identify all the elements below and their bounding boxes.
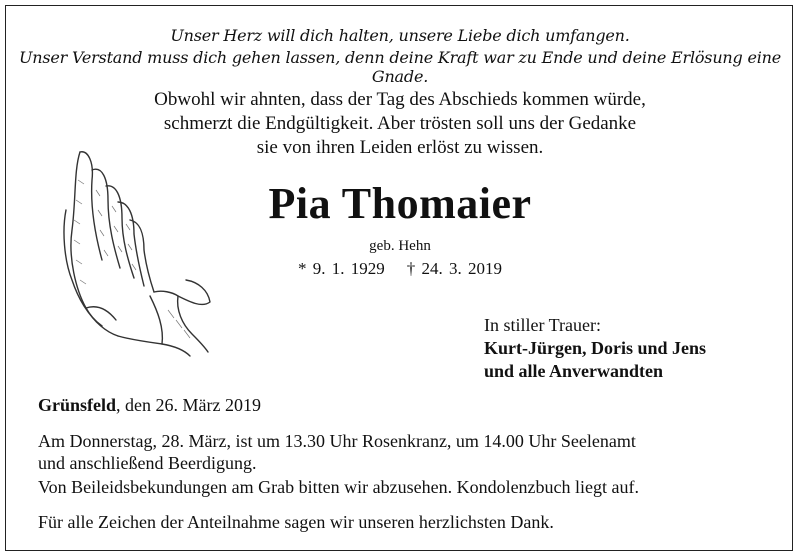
notice-line-2: und anschließend Beerdigung.	[38, 453, 257, 473]
life-dates	[0, 259, 800, 279]
birth-date: * 9. 1. 1929	[298, 259, 385, 278]
intro-line-1: Obwohl wir ahnten, dass der Tag des Abschieds kommen würde,	[154, 89, 646, 110]
mourners-line-2: und alle Anverwandten	[484, 361, 664, 381]
mourners-line-1: Kurt-Jürgen, Doris und Jens	[484, 338, 707, 358]
deceased-name: Pia Thomaier	[268, 179, 532, 228]
mourners-heading: In stiller Trauer:	[484, 315, 601, 335]
motto-line-1: Unser Herz will dich halten, unsere Liebe dich umfangen.	[170, 26, 630, 45]
place-date-text: , den 26. März 2019	[116, 395, 261, 415]
death-date: † 24. 3. 2019	[406, 259, 502, 278]
motto-line-2: Unser Verstand muss dich gehen lassen, denn deine Kraft war zu Ende und deine Erlösung eine Gnade.	[18, 48, 782, 86]
place-date	[38, 395, 261, 416]
birth-name: geb. Hehn	[369, 238, 431, 254]
notice-line-1: Am Donnerstag, 28. März, ist um 13.30 Uhr Rosenkranz, um 14.00 Uhr Seelenamt	[38, 431, 636, 451]
place-town: Grünsfeld	[38, 395, 117, 415]
intro-line-3: sie von ihren Leiden erlöst zu wissen.	[256, 137, 544, 158]
notice-line-3: Von Beileidsbekundungen am Grab bitten wir abzusehen. Kondolenzbuch liegt auf.	[38, 477, 640, 497]
intro-line-2: schmerzt die Endgültigkeit. Aber trösten soll uns der Gedanke	[163, 113, 637, 134]
notice-line-4: Für alle Zeichen der Anteilnahme sagen wir unseren herzlichsten Dank.	[38, 512, 554, 532]
